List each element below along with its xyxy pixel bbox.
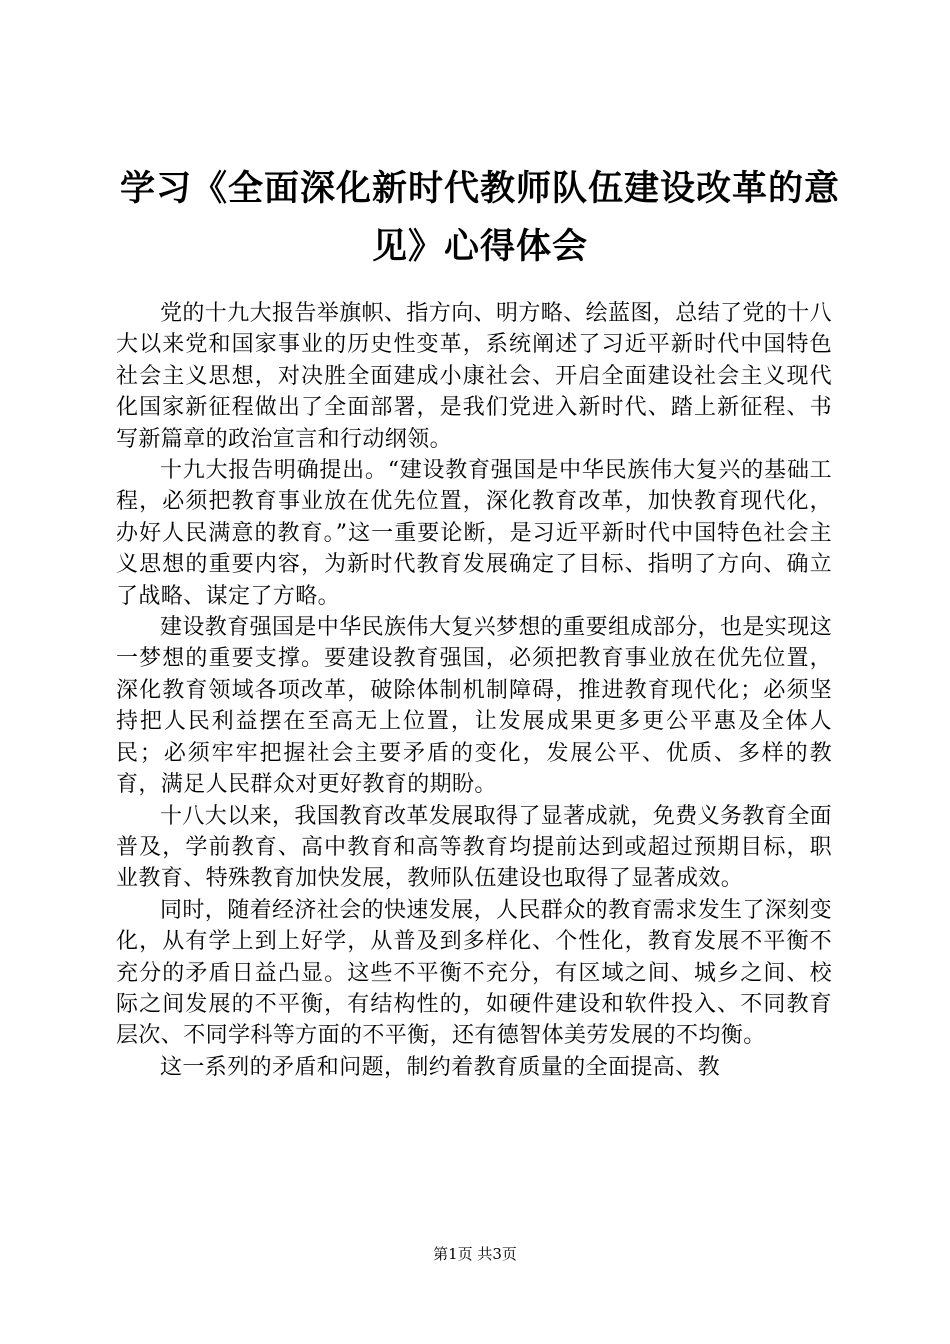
paragraph-3: 建设教育强国是中华民族伟大复兴梦想的重要组成部分，也是实现这一梦想的重要支撑。要建设教育强国，必须把教育事业放在优先位置，深化教育领域各项改革，破除体制机制障碍，推进教育现代化；必须坚持把人民利益摆在至高无上位置，让发展成果更多更公平惠及全体人民；必须牢牢把握社会主要矛盾的变化，发展公平、优质、多样的教育，满足人民群众对更好教育的期盼。 xyxy=(116,615,833,798)
paragraph-1: 党的十九大报告举旗帜、指方向、明方略、绘蓝图，总结了党的十八大以来党和国家事业的历史性变革，系统阐述了习近平新时代中国特色社会主义思想，对决胜全面建成小康社会、开启全面建设社会主义现代化国家新征程做出了全面部署，是我们党进入新时代、踏上新征程、书写新篇章的政治宣言和行动纲领。 xyxy=(116,301,833,452)
page-footer: 第1页 共3页 xyxy=(433,1245,517,1263)
paragraph-2: 十九大报告明确提出。“建设教育强国是中华民族伟大复兴的基础工程，必须把教育事业放在优先位置，深化教育改革，加快教育现代化，办好人民满意的教育。”这一重要论断，是习近平新时代中国特色社会主义思想的重要内容，为新时代教育发展确定了目标、指明了方向、确立了战略、谋定了方略。 xyxy=(116,458,832,609)
document-title: 学习《全面深化新时代教师队伍建设改革的意见》心得体会 xyxy=(119,169,840,267)
paragraph-6: 这一系列的矛盾和问题，制约着教育质量的全面提高、教 xyxy=(160,1054,721,1080)
document-body xyxy=(116,298,832,1083)
paragraph-5: 同时，随着经济社会的快速发展，人民群众的教育需求发生了深刻变化，从有学上到上好学，从普及到多样化、个性化，教育发展不平衡不充分的矛盾日益凸显。这些不平衡不充分，有区域之间、城乡之间、校际之间发展的不平衡，有结构性的，如硬件建设和软件投入、不同教育层次、不同学科等方面的不平衡，还有德智体美劳发展的不均衡。 xyxy=(116,897,833,1049)
paragraph-4: 十八大以来，我国教育改革发展取得了显著成就，免费义务教育全面普及，学前教育、高中教育和高等教育均提前达到或超过预期目标，职业教育、特殊教育加快发展，教师队伍建设也取得了显著成效。 xyxy=(116,803,833,892)
